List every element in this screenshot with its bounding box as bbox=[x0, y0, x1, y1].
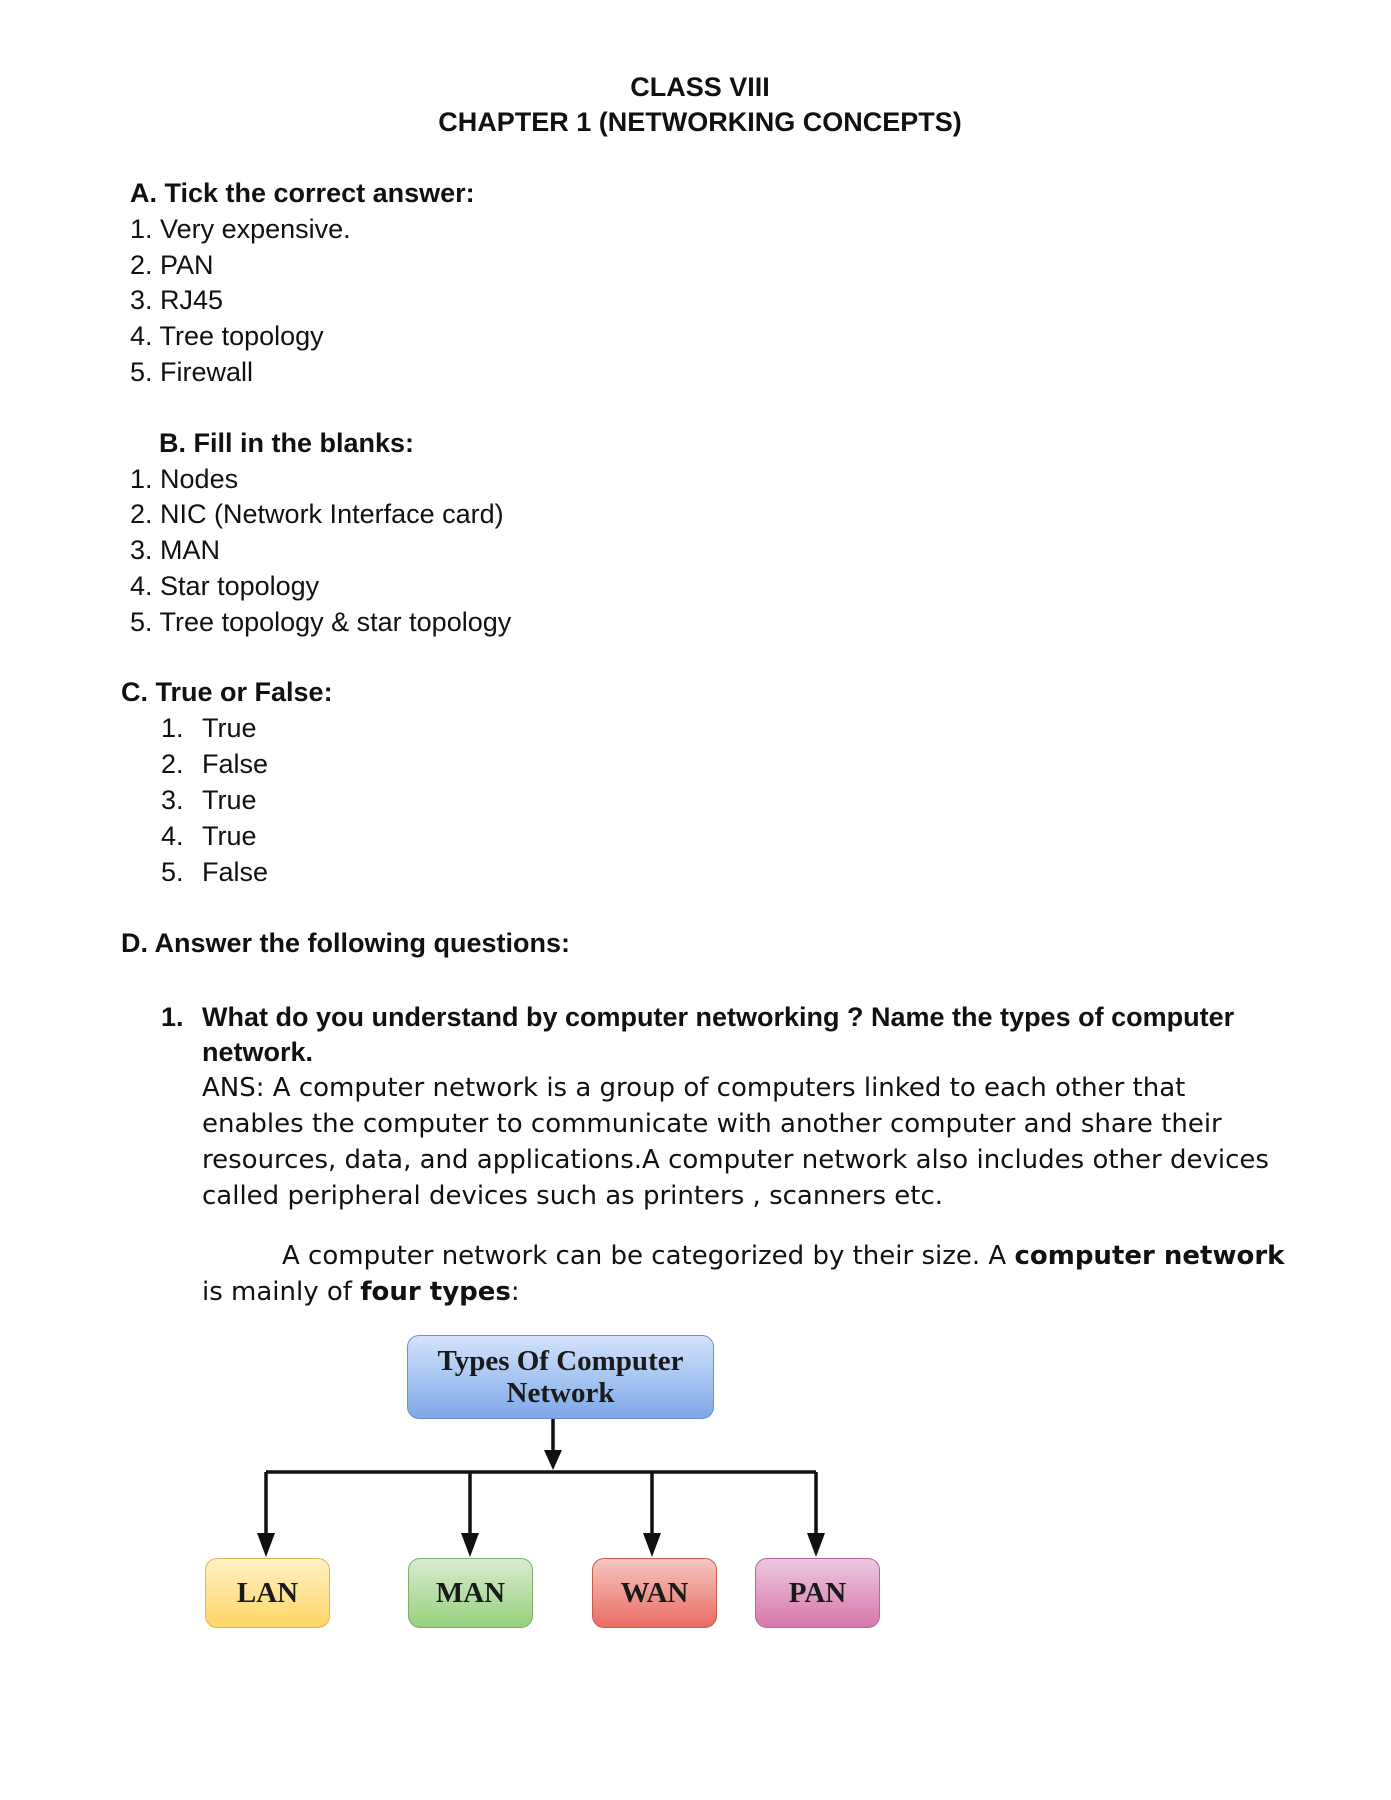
item-text: Tree topology bbox=[159, 321, 324, 351]
item-number: 3. bbox=[130, 535, 153, 565]
item-text: True bbox=[202, 821, 257, 851]
item-number: 4. bbox=[130, 321, 153, 351]
item-text: Nodes bbox=[160, 464, 239, 494]
item-text: MAN bbox=[160, 535, 221, 565]
item-number: 2. bbox=[161, 749, 184, 779]
item-text: Tree topology & star topology bbox=[159, 607, 512, 637]
diagram-node-wan: WAN bbox=[592, 1558, 717, 1628]
answer-line: resources, data, and applications.A computer network also includes other devices bbox=[202, 1145, 1269, 1175]
bold-text: computer network bbox=[1014, 1241, 1285, 1271]
item-text: PAN bbox=[160, 250, 214, 280]
diagram-root-node bbox=[407, 1335, 714, 1419]
item-number: 1. bbox=[161, 713, 184, 743]
item-number: 3. bbox=[130, 285, 153, 315]
question-number: 1. bbox=[161, 1002, 184, 1032]
item-text: False bbox=[202, 749, 269, 779]
item-number: 1. bbox=[130, 214, 153, 244]
question-text-line-1: What do you understand by computer networking ? Name the types of computer bbox=[202, 1002, 1235, 1032]
bold-text: four types bbox=[360, 1277, 511, 1307]
class-title: CLASS VIII bbox=[630, 72, 770, 102]
diagram-node-lan: LAN bbox=[205, 1558, 330, 1628]
answer-line: ANS: A computer network is a group of computers linked to each other that bbox=[202, 1073, 1186, 1103]
section-c-heading: C. True or False: bbox=[121, 677, 333, 707]
answer-line: called peripheral devices such as printers , scanners etc. bbox=[202, 1181, 944, 1211]
text: : bbox=[510, 1277, 520, 1307]
section-d-heading: D. Answer the following questions: bbox=[121, 928, 571, 958]
item-number: 5. bbox=[161, 857, 184, 887]
diagram-node-man: MAN bbox=[408, 1558, 533, 1628]
text: A computer network can be categorized by their size. A bbox=[282, 1241, 1015, 1271]
chapter-title: CHAPTER 1 (NETWORKING CONCEPTS) bbox=[438, 107, 962, 137]
item-number: 3. bbox=[161, 785, 184, 815]
section-b-heading: B. Fill in the blanks: bbox=[159, 428, 415, 458]
item-number: 1. bbox=[130, 464, 153, 494]
item-text: False bbox=[202, 857, 269, 887]
item-text: Very expensive. bbox=[160, 214, 351, 244]
item-text: RJ45 bbox=[160, 285, 224, 315]
item-number: 4. bbox=[130, 571, 153, 601]
answer-line: enables the computer to communicate with another computer and share their bbox=[202, 1109, 1222, 1139]
item-number: 2. bbox=[130, 250, 153, 280]
item-text: Firewall bbox=[160, 357, 254, 387]
text: is mainly of bbox=[202, 1277, 361, 1307]
section-a-heading: A. Tick the correct answer: bbox=[130, 178, 475, 208]
item-text: NIC (Network Interface card) bbox=[160, 499, 504, 529]
question-text-line-2: network. bbox=[202, 1037, 314, 1067]
root-label-line-2: Network bbox=[506, 1377, 615, 1409]
item-number: 2. bbox=[130, 499, 153, 529]
item-number: 5. bbox=[130, 607, 153, 637]
item-number: 4. bbox=[161, 821, 184, 851]
diagram-node-pan: PAN bbox=[755, 1558, 880, 1628]
item-text: Star topology bbox=[160, 571, 320, 601]
item-text: True bbox=[202, 713, 257, 743]
item-number: 5. bbox=[130, 357, 153, 387]
root-label-line-1: Types Of Computer bbox=[437, 1345, 684, 1377]
item-text: True bbox=[202, 785, 257, 815]
